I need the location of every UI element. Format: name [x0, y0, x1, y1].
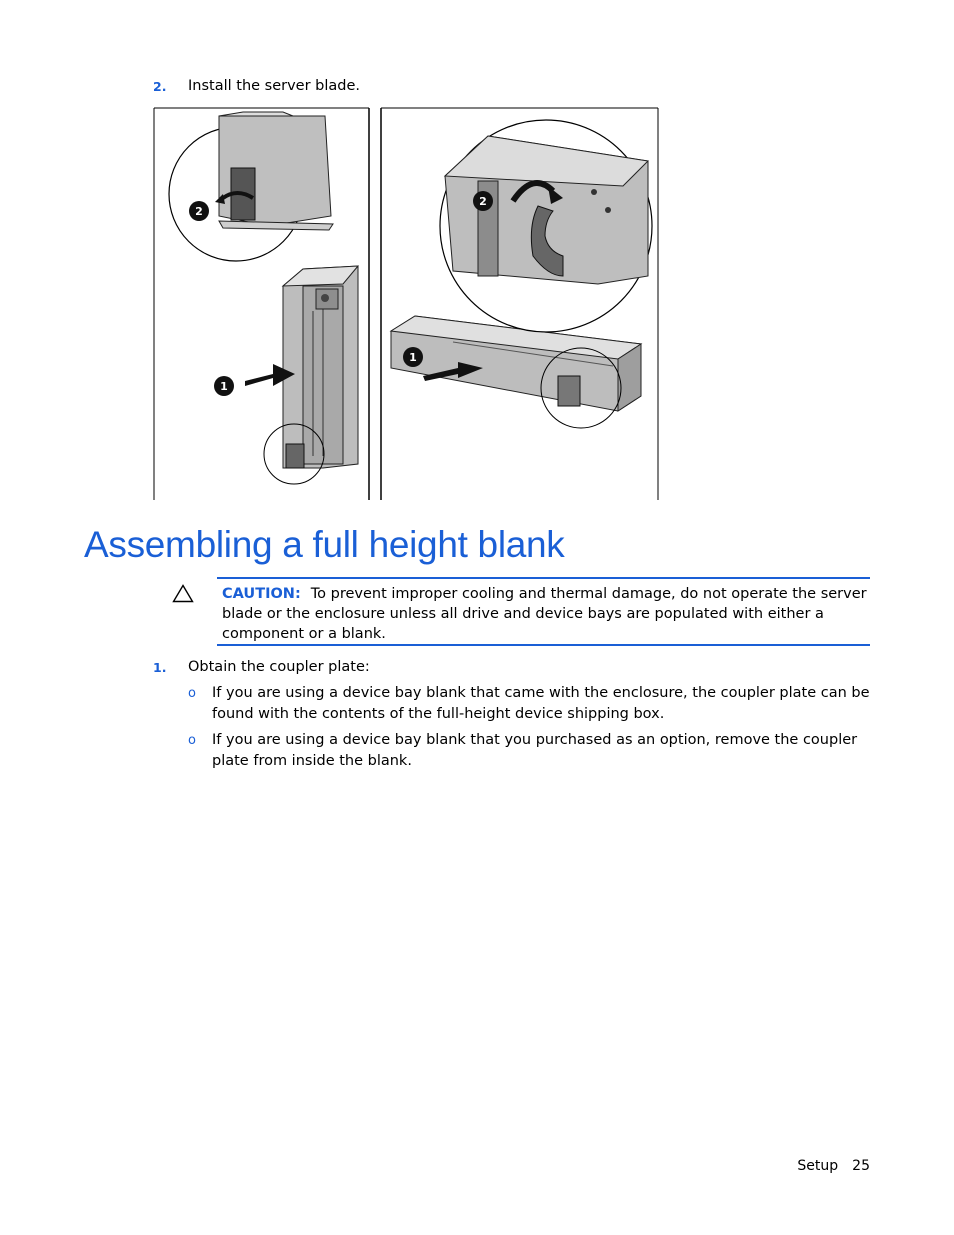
- callout-2-right: 2: [479, 195, 487, 208]
- caution-text: To prevent improper cooling and thermal damage, do not operate the server blade or the enclosure unless all drive and device bays are populated with either a component or a blank.: [222, 586, 867, 642]
- server-blade-installation-figure: [153, 106, 660, 502]
- step-number: 1.: [153, 660, 167, 675]
- caution-body: [222, 584, 867, 644]
- page-footer: [797, 1158, 870, 1174]
- page-number: 25: [852, 1158, 870, 1174]
- callout-1: 1: [220, 380, 228, 393]
- footer-section: Setup: [797, 1158, 839, 1174]
- section-title: Assembling a full height blank: [84, 524, 565, 565]
- step-number: 2.: [153, 79, 167, 94]
- caution-label: CAUTION:: [222, 586, 301, 602]
- step-text: Obtain the coupler plate:: [188, 659, 370, 675]
- right-panel: [381, 108, 658, 500]
- bullet-text: If you are using a device bay blank that came with the enclosure, the coupler plate can be found with the contents of the full-height device shipping box.: [212, 685, 870, 722]
- bullet-marker: o: [188, 686, 196, 701]
- caution-box: [217, 577, 870, 646]
- bullet-text: If you are using a device bay blank that you purchased as an option, remove the coupler plate from inside the blank.: [212, 732, 858, 769]
- warning-triangle-icon: [172, 584, 194, 603]
- callout-2: 2: [195, 205, 203, 218]
- callout-1-right: 1: [409, 351, 417, 364]
- step-text: Install the server blade.: [188, 78, 361, 94]
- left-panel: [154, 108, 369, 500]
- bullet-marker: o: [188, 733, 196, 748]
